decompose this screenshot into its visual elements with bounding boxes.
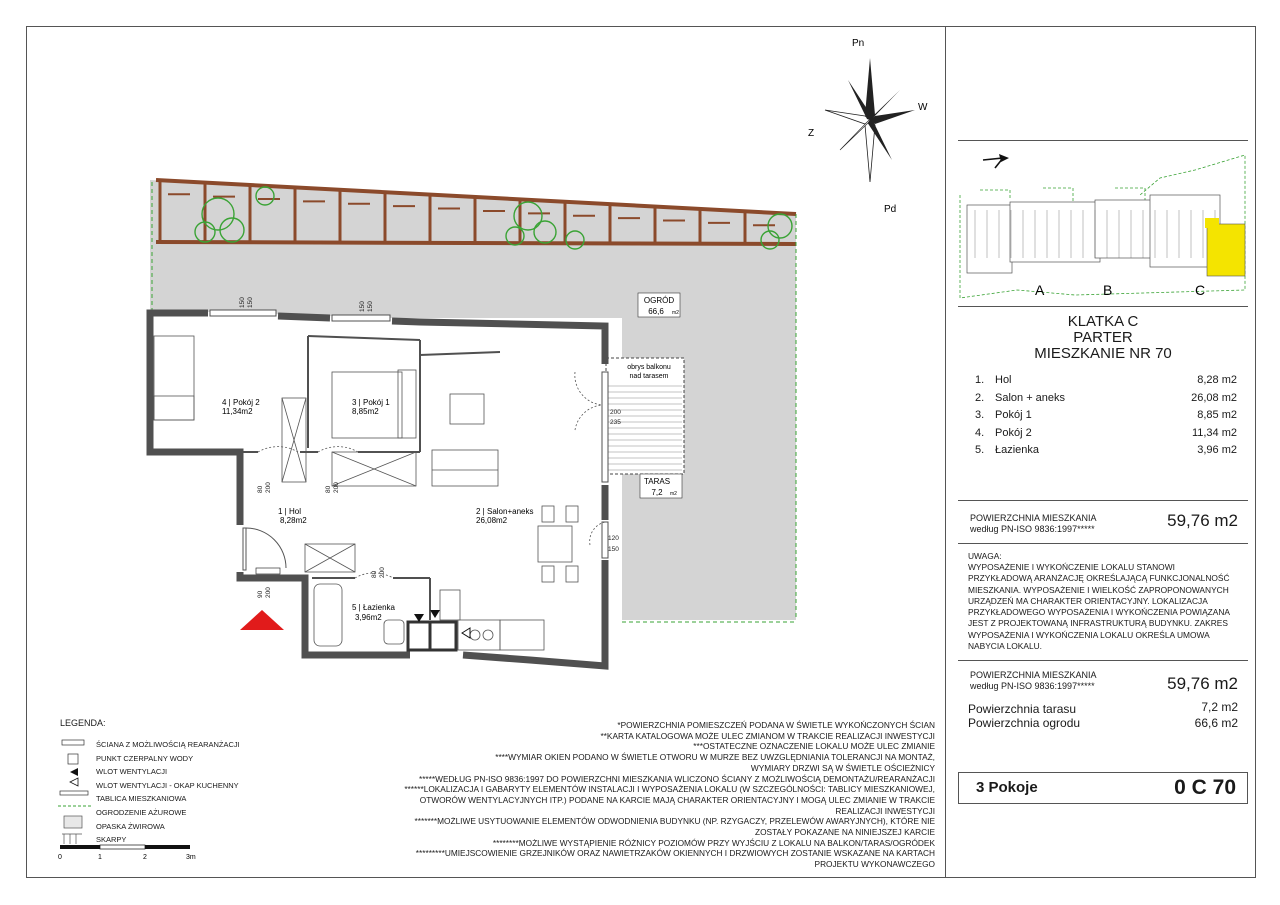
area-value-1: 59,76 m2 — [1167, 511, 1238, 530]
footnote-line: ***OSTATECZNE OZNACZENIE LOKALU MOŻE ULEC ZMIANIE — [693, 741, 935, 752]
room-list-area: 26,08 m2 — [1191, 391, 1237, 404]
dim-door-c-2: 200 — [379, 567, 386, 578]
footnote-line: ********MOŻLIWE WYSTĄPIENIE RÓŻNICY POZIOMÓW PRZY WYJŚCIU Z LOKALU NA BALKON/TARAS/OGRÓDEK — [492, 837, 935, 848]
note-body: WYPOSAŻENIE I WYKOŃCZENIE LOKALU STANOWI PRZYKŁADOWĄ ARANŻACJĘ OKREŚLAJĄCĄ FUNKCJONALNOŚĆ MIESZKANIA. WYPOSAŻENIE I WIELKOŚĆ ZAPROPONOWANYCH URZĄDZEŃ MA CHARAKTER ORIENTACYJNY. LOKALIZACJA PRZYKŁADOWEGO WYPOSAŻENIA I WYKOŃCZENIA POWIĄZANA JEST Z PROJEKTOWANĄ INFRASTRUKTURĄ BUDYNKU. ZAKRES WYPOSAŻENIA I WYKOŃCZENIA LOKALU OKREŚLA UMOWA NABYCIA LOKALU. — [968, 562, 1230, 652]
dim-right-door-a: 120 — [608, 535, 619, 542]
area-label-1: POWIERZCHNIA MIESZKANIA — [970, 513, 1097, 523]
legend-title: LEGENDA: — [60, 718, 106, 728]
dim-balcony-door-a: 200 — [610, 409, 621, 416]
room-list-name: Hol — [995, 374, 1012, 386]
room-list-area: 3,96 m2 — [1197, 444, 1237, 457]
dim-win2-a: 150 — [359, 301, 366, 312]
dim-door-a-1: 80 — [257, 485, 264, 493]
room-list-num: 5. — [975, 444, 985, 457]
panel-rule — [958, 140, 1248, 141]
dim-door-b-2: 200 — [333, 482, 340, 493]
legend-item: OPASKA ŻWIROWA — [96, 821, 165, 831]
room-list-area: 8,28 m2 — [1197, 374, 1237, 386]
room-3-area: 8,85m2 — [352, 407, 379, 416]
panel-rule — [958, 306, 1248, 307]
apartment-panel-icon — [256, 568, 280, 574]
key-plan — [955, 150, 1250, 300]
room-list-area: 8,85 m2 — [1197, 409, 1237, 422]
footnote-line: *POWIERZCHNIA POMIESZCZEŃ PODANA W ŚWIETLE WYKOŃCZONYCH ŚCIAN — [617, 720, 935, 730]
room-list-num: 2. — [975, 391, 985, 404]
legend-item: TABLICA MIESZKANIOWA — [96, 794, 187, 804]
balcony-outline-label-2: nad tarasem — [629, 373, 669, 380]
garden-area-total: 66,6 m2 — [1194, 716, 1238, 730]
dim-win1-b: 150 — [247, 297, 254, 308]
room-list-row — [975, 374, 1237, 388]
area-label-2: POWIERZCHNIA MIESZKANIA — [970, 670, 1097, 680]
footnote-line: REALIZACJI INWESTYCJI — [835, 805, 935, 816]
dim-win2-b: 150 — [367, 301, 374, 312]
scale-bar — [58, 843, 218, 873]
terrace-label: TARAS — [643, 477, 671, 486]
room-list-area: 11,34 m2 — [1191, 426, 1237, 439]
footnote-line: ZOSTAŁY POKAZANE NA NINIEJSZEJ KARCIE — [755, 827, 935, 838]
dim-entry-1: 90 — [257, 590, 264, 598]
footnotes — [355, 720, 935, 870]
key-label-c: C — [1195, 282, 1206, 298]
room-list-row — [975, 444, 1237, 458]
entrance-arrow-icon — [240, 610, 284, 630]
compass-rose-icon — [825, 58, 915, 182]
terrace-area-value: 7,2 — [651, 488, 663, 497]
unit-highlight — [1207, 224, 1245, 276]
legend-item: ŚCIANA Z MOŻLIWOŚCIĄ REARANŻACJI — [96, 740, 240, 749]
dim-right-door-b: 150 — [608, 546, 619, 553]
room-list-name: Łazienka — [995, 444, 1040, 457]
room-2-area: 26,08m2 — [476, 516, 508, 525]
terrace-area-label: Powierzchnia tarasu — [968, 702, 1077, 716]
key-label-b: B — [1103, 282, 1113, 298]
legend-symbols — [54, 730, 94, 850]
dim-door-b-1: 80 — [325, 485, 332, 493]
compass-north: Pn — [852, 38, 865, 49]
room-list-name: Pokój 2 — [995, 426, 1032, 439]
compass-east: W — [918, 102, 928, 113]
footnote-line: OTWORÓW WENTYLACYJNYCH ITP.) PODANE NA KARCIE MAJĄ CHARAKTER ORIENTACYJNY I MOGĄ ULEC ZMIANIE W TRAKCIE — [419, 794, 935, 805]
garden-label: OGRÓD — [643, 296, 675, 305]
garden-area-unit: m2 — [672, 310, 679, 316]
room-4-area: 11,34m2 — [222, 407, 253, 416]
rooms-count: 3 Pokoje — [976, 779, 1038, 796]
room-2-label: 2 | Salon+aneks — [476, 507, 534, 516]
legend-item: WLOT WENTYLACJI - OKAP KUCHENNY — [96, 780, 239, 790]
room-3-label: 3 | Pokój 1 — [352, 398, 390, 407]
footnote-line: *****WEDŁUG PN-ISO 9836:1997 DO POWIERZCHNI MIESZKANIA WLICZONO ŚCIANY Z MOŻLIWOŚCIĄ DEMONTAŻU/REARANŻACJI — [418, 773, 935, 784]
footnote-line: PROJEKTU WYKONAWCZEGO — [814, 859, 935, 870]
ventilation-shafts — [408, 622, 456, 650]
legend-item: OGRODZENIE AŻUROWE — [96, 808, 187, 817]
dim-balcony-door-b: 235 — [610, 419, 621, 426]
room-1-label: 1 | Hol — [278, 507, 301, 516]
stairwell-title: KLATKA C — [1067, 313, 1139, 330]
scale-2: 2 — [143, 854, 147, 861]
key-label-a: A — [1035, 282, 1045, 298]
footnote-line: ******LOKALIZACJA I GABARYTY ELEMENTÓW INSTALACJI I WYPOSAŻENIA LOKALU (W SZCZEGÓLNOŚCI: TABLICY MIESZKANIOWEJ, — [404, 784, 935, 795]
room-5-area: 3,96m2 — [355, 613, 382, 622]
room-list-row — [975, 409, 1237, 423]
room-list-num: 3. — [975, 409, 985, 422]
dim-door-c-1: 80 — [371, 570, 378, 578]
area-standard-1: według PN-ISO 9836:1997***** — [970, 524, 1095, 534]
legend-item: WLOT WENTYLACJI — [96, 767, 168, 777]
terrace-area-total: 7,2 m2 — [1201, 700, 1238, 714]
footnote-line: WYMIARY DRZWI SĄ W ŚWIETLE OŚCIEŻNICY — [750, 762, 935, 773]
scale-0: 0 — [58, 854, 62, 861]
area-value-2: 59,76 m2 — [1167, 674, 1238, 693]
panel-rule — [958, 660, 1248, 661]
dim-win1-a: 150 — [239, 297, 246, 308]
footnote-line: *******MOŻLIWE USYTUOWANIE ELEMENTÓW ODWODNIENIA BUDYNKU (NP. RZYGACZY, PRZELEWÓW AWARYJNYCH), KTÓRE NIE — [414, 816, 935, 827]
room-4-label: 4 | Pokój 2 — [222, 398, 260, 407]
panel-divider — [945, 26, 946, 878]
panel-rule — [958, 543, 1248, 544]
note-title: UWAGA: — [968, 551, 1002, 561]
garden-area-label: Powierzchnia ogrodu — [968, 716, 1081, 730]
room-list-name: Pokój 1 — [995, 409, 1032, 422]
room-list-row — [975, 427, 1237, 441]
scale-1: 1 — [98, 854, 102, 861]
compass-south: Pd — [884, 204, 897, 215]
area-standard-2: według PN-ISO 9836:1997***** — [970, 681, 1095, 691]
balcony-outline-label-1: obrys balkonu — [627, 364, 671, 371]
room-list-num: 1. — [975, 374, 985, 386]
compass-west: Z — [808, 128, 815, 139]
dim-entry-2: 200 — [265, 587, 272, 598]
legend-item: PUNKT CZERPALNY WODY — [96, 753, 194, 763]
terrace-area-unit: m2 — [670, 491, 677, 497]
footnote-line: **KARTA KATALOGOWA MOŻE ULEC ZMIANOM W TRAKCIE REALIZACJI INWESTYCJI — [600, 730, 935, 741]
legend-item: SKARPY — [96, 835, 127, 845]
room-1-area: 8,28m2 — [280, 516, 307, 525]
room-list-row — [975, 392, 1237, 406]
room-list-name: Salon + aneks — [995, 391, 1066, 404]
room-list-num: 4. — [975, 426, 985, 439]
dim-door-a-2: 200 — [265, 482, 272, 493]
apartment-title: MIESZKANIE NR 70 — [1034, 345, 1172, 362]
garden-area-value: 66,6 — [648, 307, 664, 316]
footnote-line: *********UMIEJSCOWIENIE GRZEJNIKÓW ORAZ NAWIETRZAKÓW OKIENNYCH I DRZWIOWYCH ZOSTANIE WSKAZANE NA KARTACH — [415, 848, 935, 859]
room-5-label: 5 | Łazienka — [352, 603, 396, 612]
footnote-line: ****WYMIAR OKIEN PODANO W ŚWIETLE OTWORU W MURZE BEZ UWZGLĘDNIANIA TOLERANCJI NA MONTAŻ, — [495, 752, 935, 763]
unit-code: 0 C 70 — [1174, 776, 1236, 799]
floor-title: PARTER — [1073, 329, 1133, 346]
scale-3: 3m — [186, 854, 196, 861]
panel-rule — [958, 500, 1248, 501]
